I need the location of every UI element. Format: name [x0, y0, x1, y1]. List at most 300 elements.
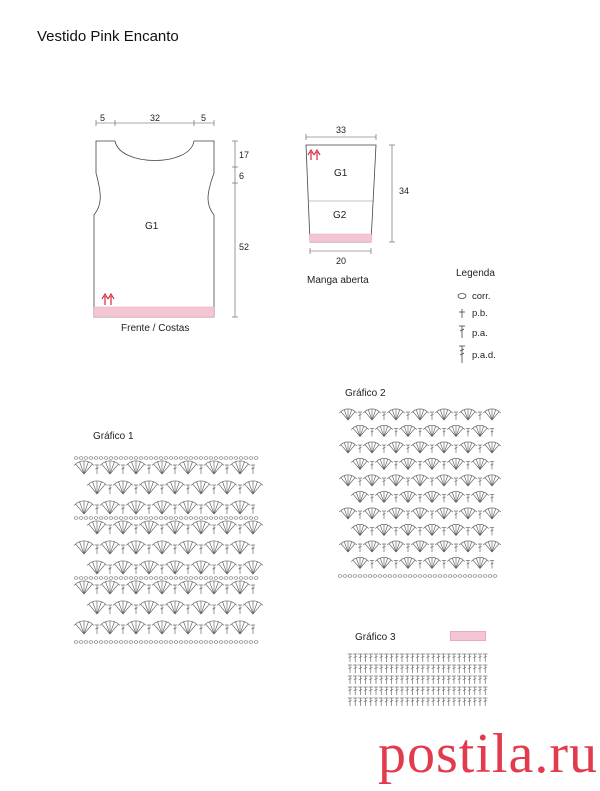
- chart3-stitch-icon: [421, 654, 425, 662]
- chart3-stitch-icon: [452, 654, 456, 662]
- front-dim-left: 5: [100, 113, 106, 123]
- chart3-stitch-icon: [389, 665, 393, 673]
- chart1-chain-icon: [74, 457, 258, 460]
- chart2-fan-icon: [411, 475, 429, 486]
- chart1-stitch-icon: [212, 565, 216, 574]
- chart3-stitch-icon: [410, 698, 414, 706]
- chart1-fan-icon: [165, 561, 185, 574]
- chart1-stitch-icon: [121, 465, 125, 474]
- chart1-stitch-icon: [134, 565, 138, 574]
- chart3-stitch-icon: [363, 654, 367, 662]
- chart3-stitch-icon: [467, 676, 471, 684]
- chart1-stitch-icon: [160, 605, 164, 614]
- chart1-stitch-icon: [173, 585, 177, 594]
- chart3-stitch-icon: [426, 698, 430, 706]
- chart1-stitch-icon: [95, 545, 99, 554]
- chart1-fan-icon: [204, 581, 224, 594]
- chart2-stitch-icon: [466, 462, 470, 470]
- chart1-stitch-icon: [212, 485, 216, 494]
- chart3-title: Gráfico 3: [355, 632, 396, 643]
- chart1-stitch-icon: [186, 525, 190, 534]
- chart2-stitch-icon: [454, 478, 458, 486]
- chart3-stitch-icon: [379, 687, 383, 695]
- front-dim-v3: 52: [239, 242, 250, 252]
- chart1-fan-icon: [217, 561, 237, 574]
- chart1-stitch-icon: [147, 505, 151, 514]
- chart2-fan-icon: [351, 491, 369, 502]
- page-title: Vestido Pink Encanto: [37, 28, 179, 45]
- chart3-stitch-icon: [447, 665, 451, 673]
- chart2-stitch-icon: [418, 462, 422, 470]
- chart1-fan-icon: [126, 501, 146, 514]
- chart2-stitch-icon: [370, 429, 374, 437]
- chart1-stitch-icon: [251, 625, 255, 634]
- chart3-stitch-icon: [431, 698, 435, 706]
- chart3-stitch-icon: [405, 698, 409, 706]
- chart2-fan-icon: [423, 425, 441, 436]
- chart3-stitch-icon: [452, 676, 456, 684]
- sleeve-section-g1: G1: [334, 168, 348, 179]
- chart1-stitch-icon: [251, 545, 255, 554]
- chart2-fan-icon: [435, 409, 453, 420]
- chart3-stitch-icon: [384, 654, 388, 662]
- chart3-stitch-icon: [395, 676, 399, 684]
- chart2-stitch-icon: [430, 478, 434, 486]
- chart1-fan-icon: [74, 501, 94, 514]
- sleeve-dim-top: 33: [336, 125, 347, 135]
- chart2-stitch-icon: [442, 561, 446, 569]
- chart1-fan-icon: [100, 501, 120, 514]
- chart3-stitch-icon: [369, 698, 373, 706]
- chart3-stitch-icon: [395, 665, 399, 673]
- chart3-stitch-icon: [441, 676, 445, 684]
- chart3-stitch-icon: [400, 654, 404, 662]
- chart3-stitch-icon: [384, 676, 388, 684]
- chart3-stitch-icon: [353, 654, 357, 662]
- chart3-stitch-icon: [473, 665, 477, 673]
- chart3-stitch-icon: [436, 665, 440, 673]
- chart1-stitch-icon: [95, 625, 99, 634]
- chart1-fan-icon: [178, 541, 198, 554]
- chart1-fan-icon: [139, 561, 159, 574]
- chart3-stitch-icon: [447, 698, 451, 706]
- chart3-stitch-icon: [358, 654, 362, 662]
- chart1-fan-icon: [178, 461, 198, 474]
- chart1-base-chain-icon: [74, 641, 258, 644]
- chart2-stitch-icon: [394, 462, 398, 470]
- chart1-fan-icon: [126, 541, 146, 554]
- chart2-stitch-icon: [370, 495, 374, 503]
- chart3-stitch-icon: [441, 665, 445, 673]
- chart3-stitch-icon: [452, 665, 456, 673]
- chart1-fan-icon: [74, 461, 94, 474]
- chart3-stitch-icon: [483, 665, 487, 673]
- front-dim-v1: 17: [239, 150, 250, 160]
- watermark-logo: postila.ru: [378, 723, 598, 785]
- chart1-stitch-icon: [108, 485, 112, 494]
- chart2-fan-icon: [339, 475, 357, 486]
- chart1-stitch-icon: [108, 525, 112, 534]
- chart3-stitch-icon: [363, 676, 367, 684]
- chart1-fan-icon: [204, 461, 224, 474]
- chart1-fan-icon: [152, 501, 172, 514]
- chart1-fan-icon: [100, 461, 120, 474]
- chart1-fan-icon: [178, 501, 198, 514]
- chart2-fan-icon: [363, 409, 381, 420]
- chart3-stitch-icon: [478, 654, 482, 662]
- chart2-base-chain-icon: [338, 575, 497, 578]
- sleeve-dim-bottom: 20: [336, 256, 347, 266]
- chart1-stitch-icon: [225, 585, 229, 594]
- chart2-fan-icon: [387, 442, 405, 453]
- chart1-stitch-icon: [251, 465, 255, 474]
- chart2-fan-icon: [411, 508, 429, 519]
- chart2-fan-icon: [423, 524, 441, 535]
- chart2-fan-icon: [447, 491, 465, 502]
- chart1-fan-icon: [191, 561, 211, 574]
- chart3-stitch-icon: [379, 676, 383, 684]
- chart3-stitch-icon: [395, 698, 399, 706]
- chart3-stitch-icon: [462, 654, 466, 662]
- chart3-stitch-icon: [436, 654, 440, 662]
- chart3-stitch-icon: [415, 676, 419, 684]
- chart2-stitch-icon: [382, 412, 386, 420]
- chart1-stitch-icon: [173, 625, 177, 634]
- chart3-stitch-icon: [462, 665, 466, 673]
- chart2-stitch-icon: [382, 511, 386, 519]
- chart2-stitch-icon: [466, 495, 470, 503]
- chart1-stitch-icon: [186, 605, 190, 614]
- chart2-stitch-icon: [394, 495, 398, 503]
- chart1-fan-icon: [243, 561, 263, 574]
- chart2-stitch-icon: [442, 495, 446, 503]
- chart3-stitch-icon: [457, 654, 461, 662]
- chart3-stitch-icon: [374, 654, 378, 662]
- chart1-stitch-icon: [173, 505, 177, 514]
- chart3-stitch-icon: [436, 687, 440, 695]
- chart1-fan-icon: [113, 481, 133, 494]
- chart1-stitch-icon: [147, 545, 151, 554]
- chart3-stitch-icon: [369, 654, 373, 662]
- chart1-fan-icon: [230, 461, 250, 474]
- chart2-fan-icon: [375, 524, 393, 535]
- chart3-stitch-icon: [415, 687, 419, 695]
- chart1-fan-icon: [139, 601, 159, 614]
- chart2-fan-icon: [423, 458, 441, 469]
- chart3-stitch-icon: [410, 665, 414, 673]
- chart3-stitch-icon: [483, 698, 487, 706]
- chart2-stitch-icon: [358, 544, 362, 552]
- chart2-fan-icon: [483, 508, 501, 519]
- chart1-fan-icon: [113, 601, 133, 614]
- chart2-fan-icon: [351, 557, 369, 568]
- chart1-fan-icon: [230, 541, 250, 554]
- chart1-stitch-icon: [108, 565, 112, 574]
- chart1-fan-icon: [87, 521, 107, 534]
- chart3-stitch-icon: [478, 687, 482, 695]
- chart1-fan-icon: [165, 601, 185, 614]
- chart2-fan-icon: [339, 508, 357, 519]
- chart2-stitch-icon: [478, 412, 482, 420]
- chart2-stitch-icon: [490, 561, 494, 569]
- chart3-stitch-icon: [431, 665, 435, 673]
- chart1-fan-icon: [191, 601, 211, 614]
- chart3-stitch-icon: [467, 665, 471, 673]
- chart3-stitch-icon: [348, 687, 352, 695]
- chart3-stitch-icon: [389, 654, 393, 662]
- chart1-stitch-icon: [173, 545, 177, 554]
- chart3-stitch-icon: [384, 698, 388, 706]
- chart2-stitch-icon: [358, 478, 362, 486]
- chart2-stitch-icon: [406, 412, 410, 420]
- chart3-stitch-icon: [462, 676, 466, 684]
- chart3-stitch-icon: [421, 665, 425, 673]
- chart3-stitch-icon: [457, 676, 461, 684]
- chart2-fan-icon: [363, 475, 381, 486]
- chart2-fan-icon: [423, 557, 441, 568]
- chart2-fan-icon: [375, 557, 393, 568]
- chart2-stitch-icon: [370, 561, 374, 569]
- sc-icon: [459, 309, 465, 318]
- chart1-fan-icon: [243, 521, 263, 534]
- chart1-stitch-icon: [134, 605, 138, 614]
- chart2-fan-icon: [435, 508, 453, 519]
- chart2-fan-icon: [471, 458, 489, 469]
- chart2-stitch-icon: [358, 511, 362, 519]
- chart1-stitch-icon: [186, 485, 190, 494]
- chart1-stitch-icon: [108, 605, 112, 614]
- chart3-stitch-icon: [374, 676, 378, 684]
- chart2-fan-icon: [399, 557, 417, 568]
- chart1-stitch-icon: [147, 585, 151, 594]
- chart3-stitch-icon: [452, 687, 456, 695]
- chart3-stitch-icon: [389, 687, 393, 695]
- chart2-fan-icon: [471, 557, 489, 568]
- chart1-stitch-icon: [238, 605, 242, 614]
- crochet-chart-3: [344, 650, 494, 710]
- chart3-stitch-icon: [447, 654, 451, 662]
- chart2-stitch-icon: [478, 544, 482, 552]
- chart2-fan-icon: [351, 458, 369, 469]
- chart2-fan-icon: [351, 524, 369, 535]
- chart3-stitch-icon: [415, 698, 419, 706]
- chart3-stitch-icon: [421, 687, 425, 695]
- chart3-stitch-icon: [457, 687, 461, 695]
- chart3-stitch-icon: [369, 687, 373, 695]
- chart1-fan-icon: [165, 521, 185, 534]
- chart2-stitch-icon: [442, 462, 446, 470]
- chart3-stitch-icon: [363, 665, 367, 673]
- chart3-stitch-icon: [426, 654, 430, 662]
- chart3-stitch-icon: [431, 676, 435, 684]
- chart1-stitch-icon: [121, 625, 125, 634]
- chart1-fan-icon: [113, 521, 133, 534]
- chart1-stitch-icon: [199, 585, 203, 594]
- sleeve-section-g2: G2: [333, 210, 347, 221]
- chart2-fan-icon: [447, 458, 465, 469]
- chart1-stitch-icon: [160, 485, 164, 494]
- chart1-stitch-icon: [134, 485, 138, 494]
- sleeve-pink-band: [310, 234, 372, 242]
- chart1-fan-icon: [100, 541, 120, 554]
- chart2-fan-icon: [459, 508, 477, 519]
- chart1-fan-icon: [152, 541, 172, 554]
- chart2-fan-icon: [375, 458, 393, 469]
- chart2-fan-icon: [339, 409, 357, 420]
- chart3-stitch-icon: [353, 665, 357, 673]
- chart2-stitch-icon: [466, 429, 470, 437]
- chart3-stitch-icon: [426, 676, 430, 684]
- chart2-stitch-icon: [490, 462, 494, 470]
- chart3-stitch-icon: [410, 687, 414, 695]
- chart2-stitch-icon: [418, 495, 422, 503]
- chart2-fan-icon: [447, 524, 465, 535]
- chart2-fan-icon: [399, 524, 417, 535]
- chart2-stitch-icon: [370, 462, 374, 470]
- chart3-stitch-icon: [358, 698, 362, 706]
- chart3-stitch-icon: [467, 698, 471, 706]
- chart1-fan-icon: [100, 621, 120, 634]
- chart3-stitch-icon: [441, 687, 445, 695]
- chart2-stitch-icon: [406, 544, 410, 552]
- chart1-stitch-icon: [251, 585, 255, 594]
- chart1-stitch-icon: [121, 585, 125, 594]
- chart2-fan-icon: [483, 409, 501, 420]
- chart2-stitch-icon: [358, 412, 362, 420]
- chart3-stitch-icon: [473, 687, 477, 695]
- legend-label-pb: p.b.: [472, 308, 488, 319]
- chart3-stitch-icon: [353, 687, 357, 695]
- chart1-fan-icon: [230, 581, 250, 594]
- chart1-stitch-icon: [225, 505, 229, 514]
- chart2-fan-icon: [363, 442, 381, 453]
- chart2-fan-icon: [471, 491, 489, 502]
- chart3-stitch-icon: [348, 665, 352, 673]
- chart2-stitch-icon: [430, 445, 434, 453]
- chart3-color-swatch: [450, 631, 486, 641]
- chart3-stitch-icon: [473, 676, 477, 684]
- chart2-stitch-icon: [454, 511, 458, 519]
- chart2-fan-icon: [351, 425, 369, 436]
- chart1-stitch-icon: [225, 545, 229, 554]
- chart1-fan-icon: [100, 581, 120, 594]
- chart2-fan-icon: [483, 475, 501, 486]
- chart2-stitch-icon: [430, 511, 434, 519]
- chart1-fan-icon: [87, 481, 107, 494]
- chart2-fan-icon: [459, 541, 477, 552]
- chart2-fan-icon: [375, 425, 393, 436]
- chart2-stitch-icon: [454, 412, 458, 420]
- chart1-stitch-icon: [186, 565, 190, 574]
- chart1-stitch-icon: [95, 465, 99, 474]
- chart1-stitch-icon: [251, 505, 255, 514]
- chart1-stitch-icon: [225, 625, 229, 634]
- chart2-stitch-icon: [406, 445, 410, 453]
- chart2-fan-icon: [483, 442, 501, 453]
- front-section-label: G1: [145, 221, 159, 232]
- chart2-stitch-icon: [454, 445, 458, 453]
- chart3-stitch-icon: [374, 665, 378, 673]
- chart1-stitch-icon: [95, 585, 99, 594]
- chart1-fan-icon: [204, 501, 224, 514]
- chart3-stitch-icon: [467, 687, 471, 695]
- chart3-stitch-icon: [447, 687, 451, 695]
- chart3-stitch-icon: [348, 676, 352, 684]
- chart2-fan-icon: [423, 491, 441, 502]
- chart2-stitch-icon: [406, 478, 410, 486]
- chart3-stitch-icon: [436, 698, 440, 706]
- chart3-stitch-icon: [369, 676, 373, 684]
- chart3-stitch-icon: [395, 654, 399, 662]
- chart2-stitch-icon: [358, 445, 362, 453]
- chart1-fan-icon: [74, 621, 94, 634]
- chart3-stitch-icon: [421, 698, 425, 706]
- chart2-stitch-icon: [418, 429, 422, 437]
- sleeve-caption: Manga aberta: [307, 275, 369, 286]
- chart2-stitch-icon: [394, 429, 398, 437]
- chart3-stitch-icon: [353, 676, 357, 684]
- chart3-stitch-icon: [457, 698, 461, 706]
- chart3-stitch-icon: [441, 698, 445, 706]
- chart1-fan-icon: [191, 481, 211, 494]
- chart2-fan-icon: [363, 541, 381, 552]
- chart1-title: Gráfico 1: [93, 431, 134, 442]
- chart1-fan-icon: [230, 621, 250, 634]
- chart1-stitch-icon: [121, 505, 125, 514]
- chart3-stitch-icon: [369, 665, 373, 673]
- chart3-stitch-icon: [348, 698, 352, 706]
- chart1-fan-icon: [139, 481, 159, 494]
- chart2-stitch-icon: [478, 511, 482, 519]
- chart3-stitch-icon: [467, 654, 471, 662]
- chart1-stitch-icon: [238, 565, 242, 574]
- chart2-stitch-icon: [442, 429, 446, 437]
- chart1-fan-icon: [217, 481, 237, 494]
- chart2-fan-icon: [435, 442, 453, 453]
- chart3-stitch-icon: [389, 676, 393, 684]
- chart3-stitch-icon: [400, 687, 404, 695]
- legend-label-corr: corr.: [472, 291, 491, 302]
- chart2-fan-icon: [363, 508, 381, 519]
- chart3-stitch-icon: [400, 665, 404, 673]
- chart2-fan-icon: [411, 442, 429, 453]
- chart3-stitch-icon: [379, 654, 383, 662]
- front-dim-center: 32: [150, 113, 161, 123]
- chart2-fan-icon: [399, 458, 417, 469]
- chart2-fan-icon: [435, 541, 453, 552]
- chart3-stitch-icon: [483, 687, 487, 695]
- chart2-fan-icon: [459, 475, 477, 486]
- chart1-fan-icon: [217, 521, 237, 534]
- front-dim-right: 5: [201, 113, 207, 123]
- chart2-stitch-icon: [394, 528, 398, 536]
- chart3-stitch-icon: [426, 665, 430, 673]
- chart3-stitch-icon: [358, 687, 362, 695]
- chart2-fan-icon: [471, 425, 489, 436]
- chart3-stitch-icon: [483, 676, 487, 684]
- chart1-stitch-icon: [95, 505, 99, 514]
- chart1-fan-icon: [87, 561, 107, 574]
- chart3-stitch-icon: [363, 698, 367, 706]
- chart2-fan-icon: [411, 409, 429, 420]
- chart3-stitch-icon: [389, 698, 393, 706]
- chart3-stitch-icon: [374, 698, 378, 706]
- chart1-fan-icon: [152, 621, 172, 634]
- chart2-stitch-icon: [454, 544, 458, 552]
- chart2-stitch-icon: [466, 561, 470, 569]
- chart1-fan-icon: [178, 581, 198, 594]
- chart3-stitch-icon: [415, 654, 419, 662]
